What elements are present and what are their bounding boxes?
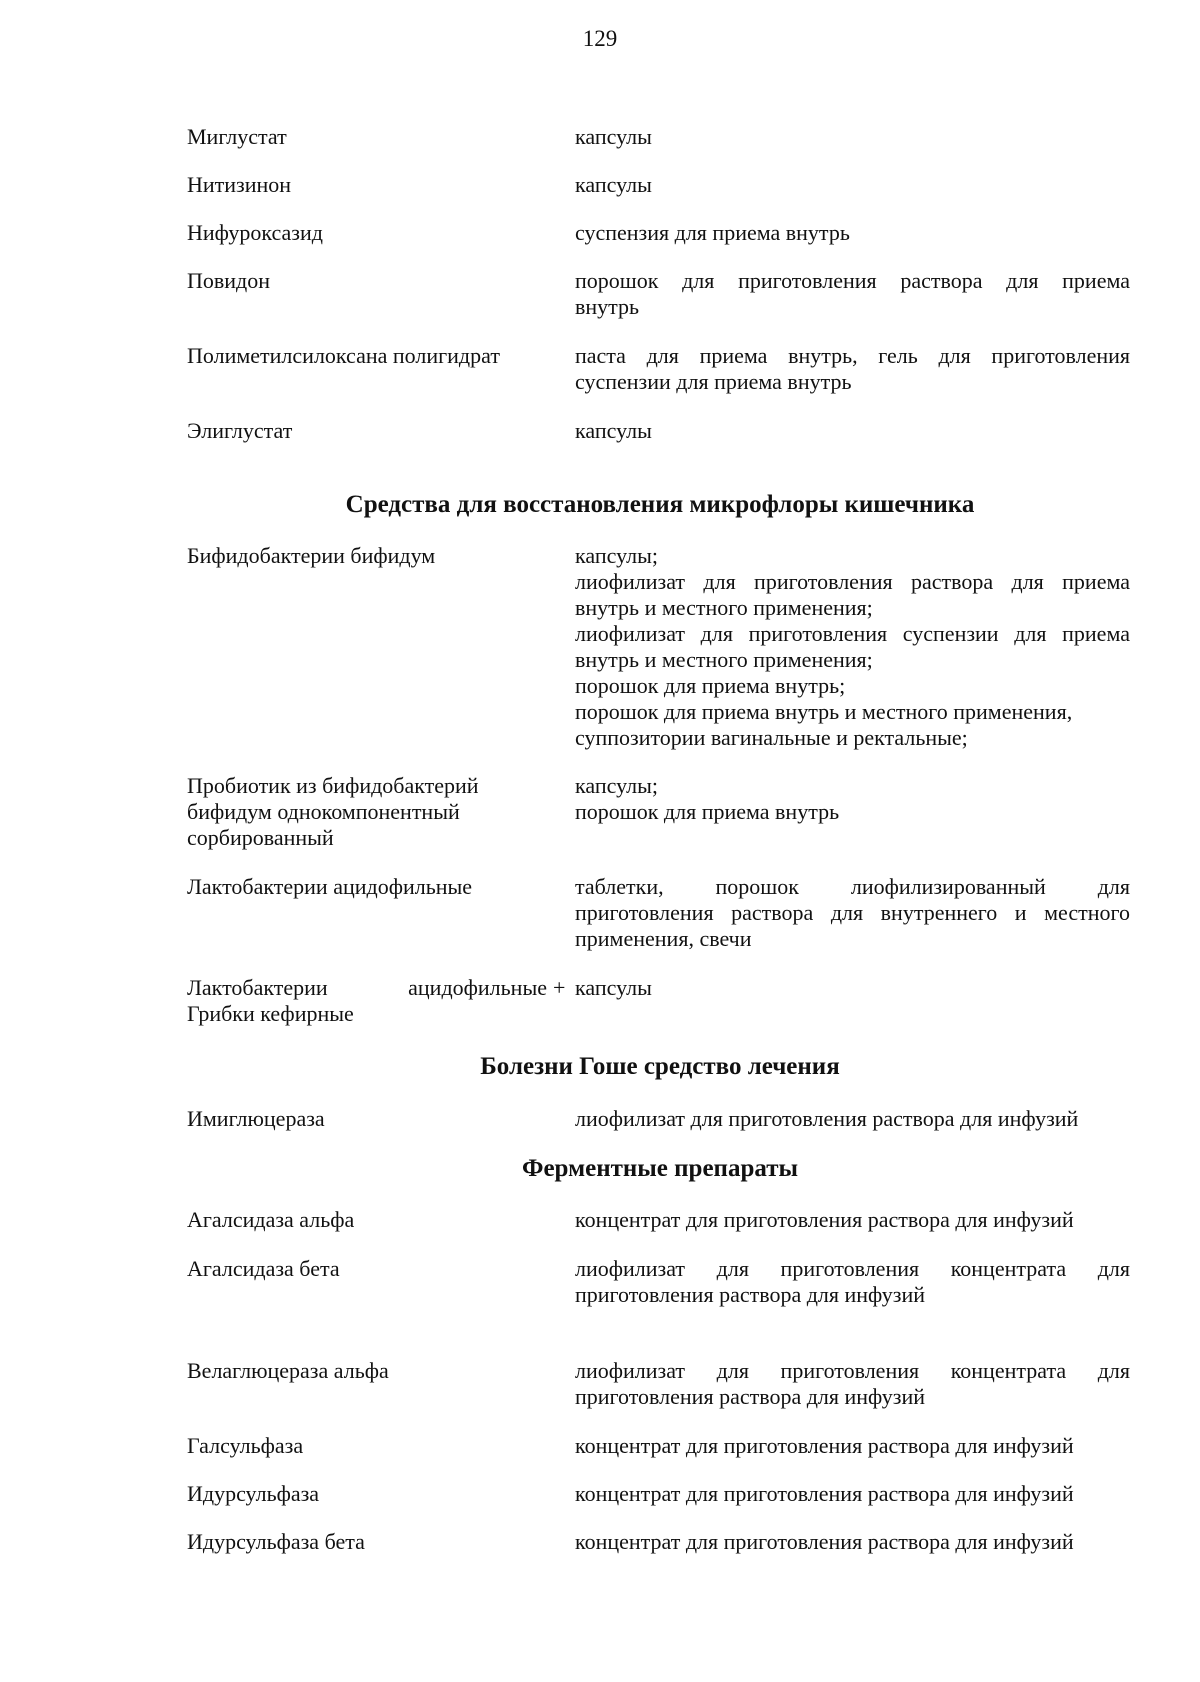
- plus-sign: +: [553, 975, 566, 1000]
- drug-name: Элиглустат: [187, 418, 293, 443]
- drug-form: концентрат для приготовления раствора для инфузий: [575, 1481, 1074, 1506]
- section-heading: Ферментные препараты: [521, 1155, 799, 1182]
- drug-form: таблетки, порошок лиофилизированный для приготовления раствора для внутреннего и местного применения, свечи: [575, 874, 1130, 951]
- section-heading: Болезни Гоше средство лечения: [480, 1053, 840, 1080]
- drug-name: Идурсульфаза: [187, 1481, 320, 1506]
- drug-name: Бифидобактерии бифидум: [187, 543, 436, 568]
- drug-name: Полиметилсилоксана полигидрат: [187, 343, 500, 368]
- drug-form: капсулы: [575, 124, 652, 149]
- drug-name: Имиглюцераза: [187, 1106, 325, 1131]
- section-heading: Средства для восстановления микрофлоры кишечника: [345, 491, 975, 518]
- drug-form: концентрат для приготовления раствора для инфузий: [575, 1207, 1074, 1232]
- drug-form: паста для приема внутрь, гель для приготовления суспензии для приема внутрь: [575, 343, 1130, 394]
- drug-form: порошок для приготовления раствора для приема внутрь: [575, 268, 1130, 319]
- drug-name: Нитизинон: [187, 172, 292, 197]
- drug-name: Миглустат: [187, 124, 287, 149]
- drug-name: Идурсульфаза бета: [187, 1529, 365, 1554]
- drug-form: капсулы: [575, 172, 652, 197]
- drug-name: Повидон: [187, 268, 271, 293]
- drug-form: капсулы; лиофилизат для приготовления раствора для приема внутрь и местного применения; лиофилизат для приготовления суспензии для приема внутрь и местного применения; порошок для приема внутрь; порошок для приема внутрь и местного применения, суппозитории вагинальные и ректальные;: [575, 543, 1130, 750]
- drug-name: Пробиотик из бифидобактерий бифидум однокомпонентный сорбированный: [187, 773, 479, 850]
- drug-form: концентрат для приготовления раствора для инфузий: [575, 1529, 1074, 1554]
- drug-name: Агалсидаза альфа: [187, 1207, 355, 1232]
- drug-form: капсулы: [575, 418, 652, 443]
- drug-form: лиофилизат для приготовления концентрата для приготовления раствора для инфузий: [575, 1256, 1130, 1307]
- drug-name: Агалсидаза бета: [187, 1256, 340, 1281]
- drug-form: капсулы; порошок для приема внутрь: [575, 773, 840, 824]
- drug-form: суспензия для приема внутрь: [575, 220, 850, 245]
- drug-form: лиофилизат для приготовления концентрата для приготовления раствора для инфузий: [575, 1358, 1130, 1409]
- page-number: 129: [582, 26, 618, 51]
- drug-name: Велаглюцераза альфа: [187, 1358, 389, 1383]
- drug-form: капсулы: [575, 975, 652, 1000]
- drug-name: Лактобактерии ацидофильные: [187, 874, 473, 899]
- drug-form: концентрат для приготовления раствора для инфузий: [575, 1433, 1074, 1458]
- drug-form: лиофилизат для приготовления раствора для инфузий: [575, 1106, 1079, 1131]
- drug-name: Нифуроксазид: [187, 220, 323, 245]
- drug-name: Лактобактерии ацидофильные Грибки кефирные: [187, 975, 547, 1026]
- drug-name: Галсульфаза: [187, 1433, 304, 1458]
